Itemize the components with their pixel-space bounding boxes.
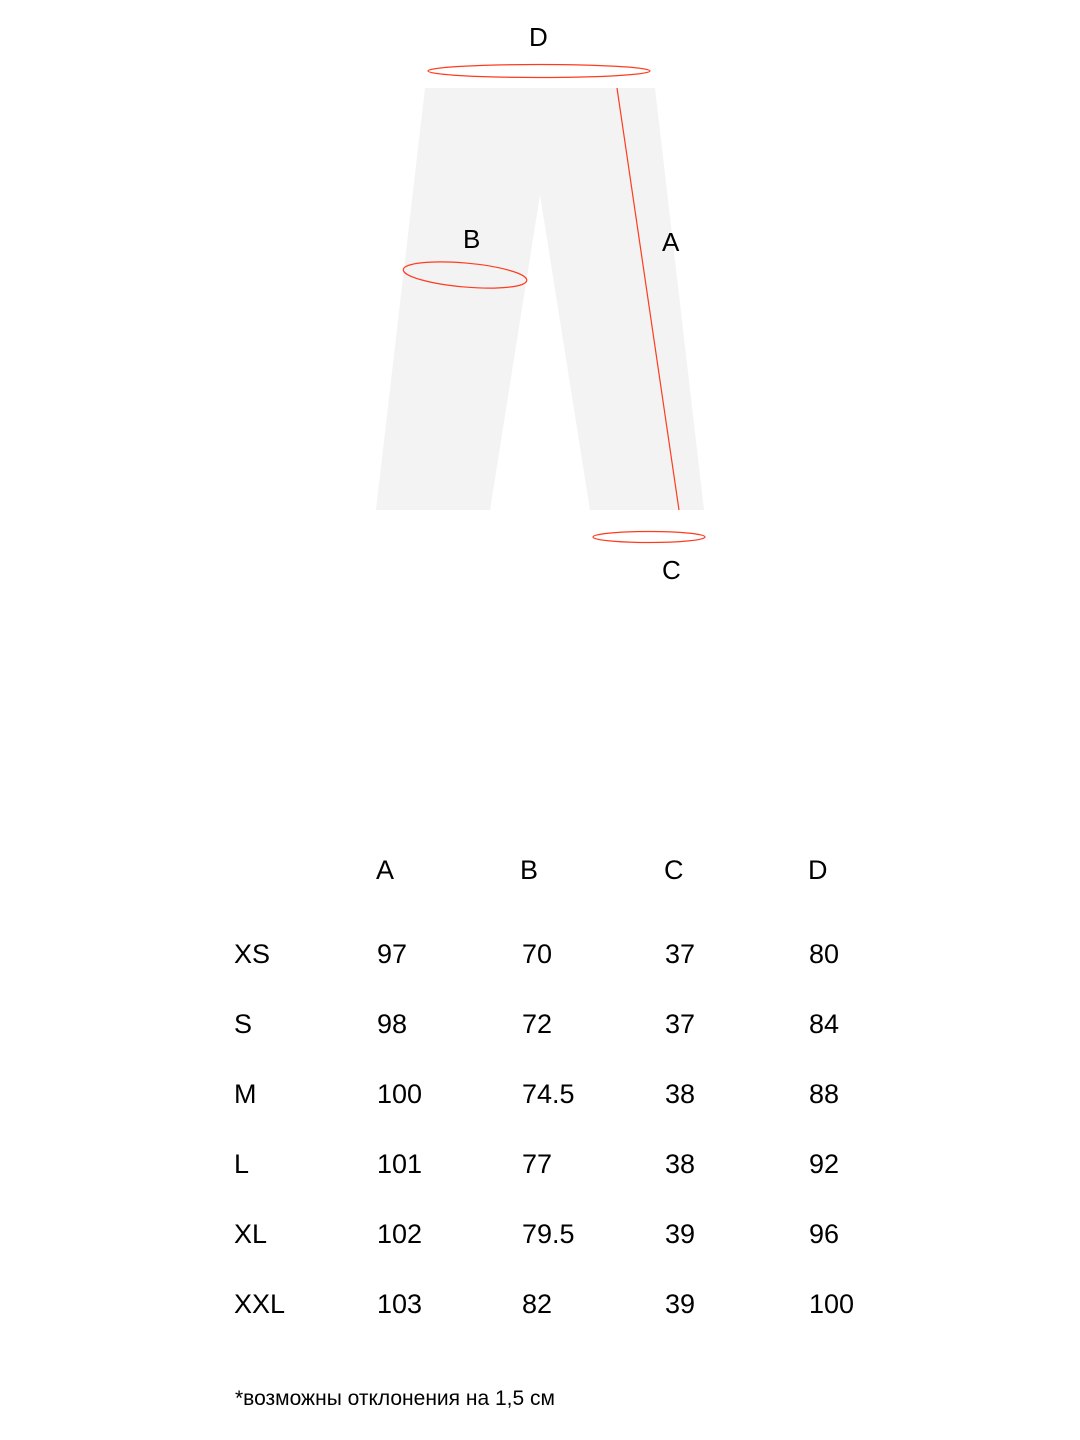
cell-d: 88: [809, 1079, 840, 1109]
col-header-d: D: [808, 855, 828, 885]
cell-d: 80: [809, 939, 840, 969]
cell-a: 102: [377, 1219, 423, 1249]
col-header-c: C: [664, 855, 684, 885]
label-a: A: [662, 227, 680, 257]
row-size-label: XS: [234, 939, 271, 969]
cell-b: 79.5: [522, 1219, 575, 1249]
cell-c: 39: [665, 1289, 696, 1319]
label-b: B: [463, 224, 481, 254]
col-header-a: A: [376, 855, 395, 885]
cell-a: 97: [377, 939, 408, 969]
label-d: D: [529, 22, 548, 52]
cell-b: 70: [522, 939, 553, 969]
cell-d: 100: [809, 1289, 855, 1319]
cell-b: 72: [522, 1009, 553, 1039]
cell-b: 74.5: [522, 1079, 575, 1109]
cell-c: 37: [665, 1009, 696, 1039]
cell-c: 39: [665, 1219, 696, 1249]
row-size-label: S: [234, 1009, 253, 1039]
cell-a: 100: [377, 1079, 423, 1109]
cell-d: 92: [809, 1149, 840, 1179]
row-size-label: L: [234, 1149, 250, 1179]
cell-c: 37: [665, 939, 696, 969]
row-size-label: XL: [234, 1219, 268, 1249]
col-header-b: B: [520, 855, 539, 885]
cell-b: 82: [522, 1289, 553, 1319]
label-c: C: [662, 555, 681, 585]
cell-b: 77: [522, 1149, 553, 1179]
deviation-note: *возможны отклонения на 1,5 см: [235, 1387, 555, 1410]
row-size-label: M: [234, 1079, 257, 1109]
cell-c: 38: [665, 1079, 696, 1109]
cell-c: 38: [665, 1149, 696, 1179]
cell-a: 103: [377, 1289, 423, 1319]
cell-a: 98: [377, 1009, 408, 1039]
cell-d: 84: [809, 1009, 840, 1039]
row-size-label: XXL: [234, 1289, 286, 1319]
cell-a: 101: [377, 1149, 423, 1179]
cell-d: 96: [809, 1219, 840, 1249]
